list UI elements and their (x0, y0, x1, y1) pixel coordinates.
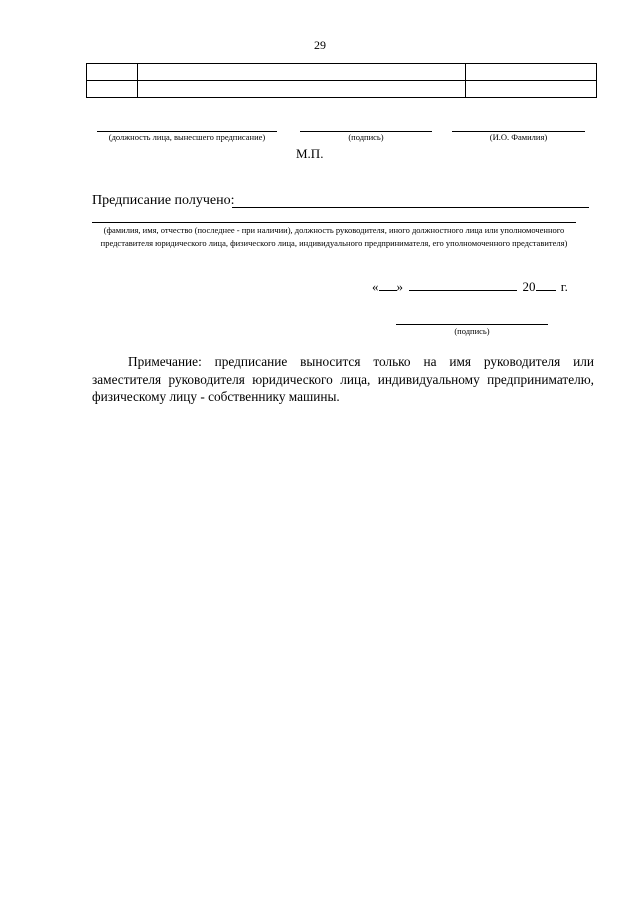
signature-caption: (подпись) (348, 132, 384, 142)
name-caption: (И.О. Фамилия) (489, 132, 548, 142)
recipient-signature-caption: (подпись) (454, 326, 490, 336)
table-row (87, 81, 597, 98)
table-cell (87, 81, 138, 98)
table-cell (466, 64, 597, 81)
year-prefix: 20 (522, 279, 536, 294)
date-row (372, 278, 568, 295)
table-cell (87, 64, 138, 81)
table-cell (138, 64, 466, 81)
table-cell (466, 81, 597, 98)
recipient-signature-line (396, 324, 548, 325)
page-number: 29 (314, 38, 326, 52)
table-cell (138, 81, 466, 98)
position-caption: (должность лица, вынесшего предписание) (108, 132, 266, 142)
year-suffix: г. (560, 279, 568, 294)
note-paragraph: Примечание: предписание выносится только на имя руководителя или заместителя руководителя юридического лица, индивидуальному предпринимателю, физическому лицу - собственнику машины. (92, 354, 594, 404)
day-blank (379, 278, 397, 291)
received-line (232, 207, 589, 208)
document-table (86, 63, 597, 98)
date-open-quote: « (372, 279, 379, 294)
recipient-caption: (фамилия, имя, отчество (последнее - при наличии), должность руководителя, иного должностного лица или уполномоченного представителя юридического лица, физического лица, индивидуального предпринимателя, его уполномоченного представителя) (100, 225, 568, 248)
date-close-quote: » (396, 279, 403, 294)
month-blank (409, 278, 517, 291)
stamp-mark: М.П. (296, 146, 324, 161)
received-label: Предписание получено: (92, 193, 235, 208)
recipient-name-line (92, 222, 576, 223)
table-row (87, 64, 597, 81)
year-blank (536, 278, 556, 291)
